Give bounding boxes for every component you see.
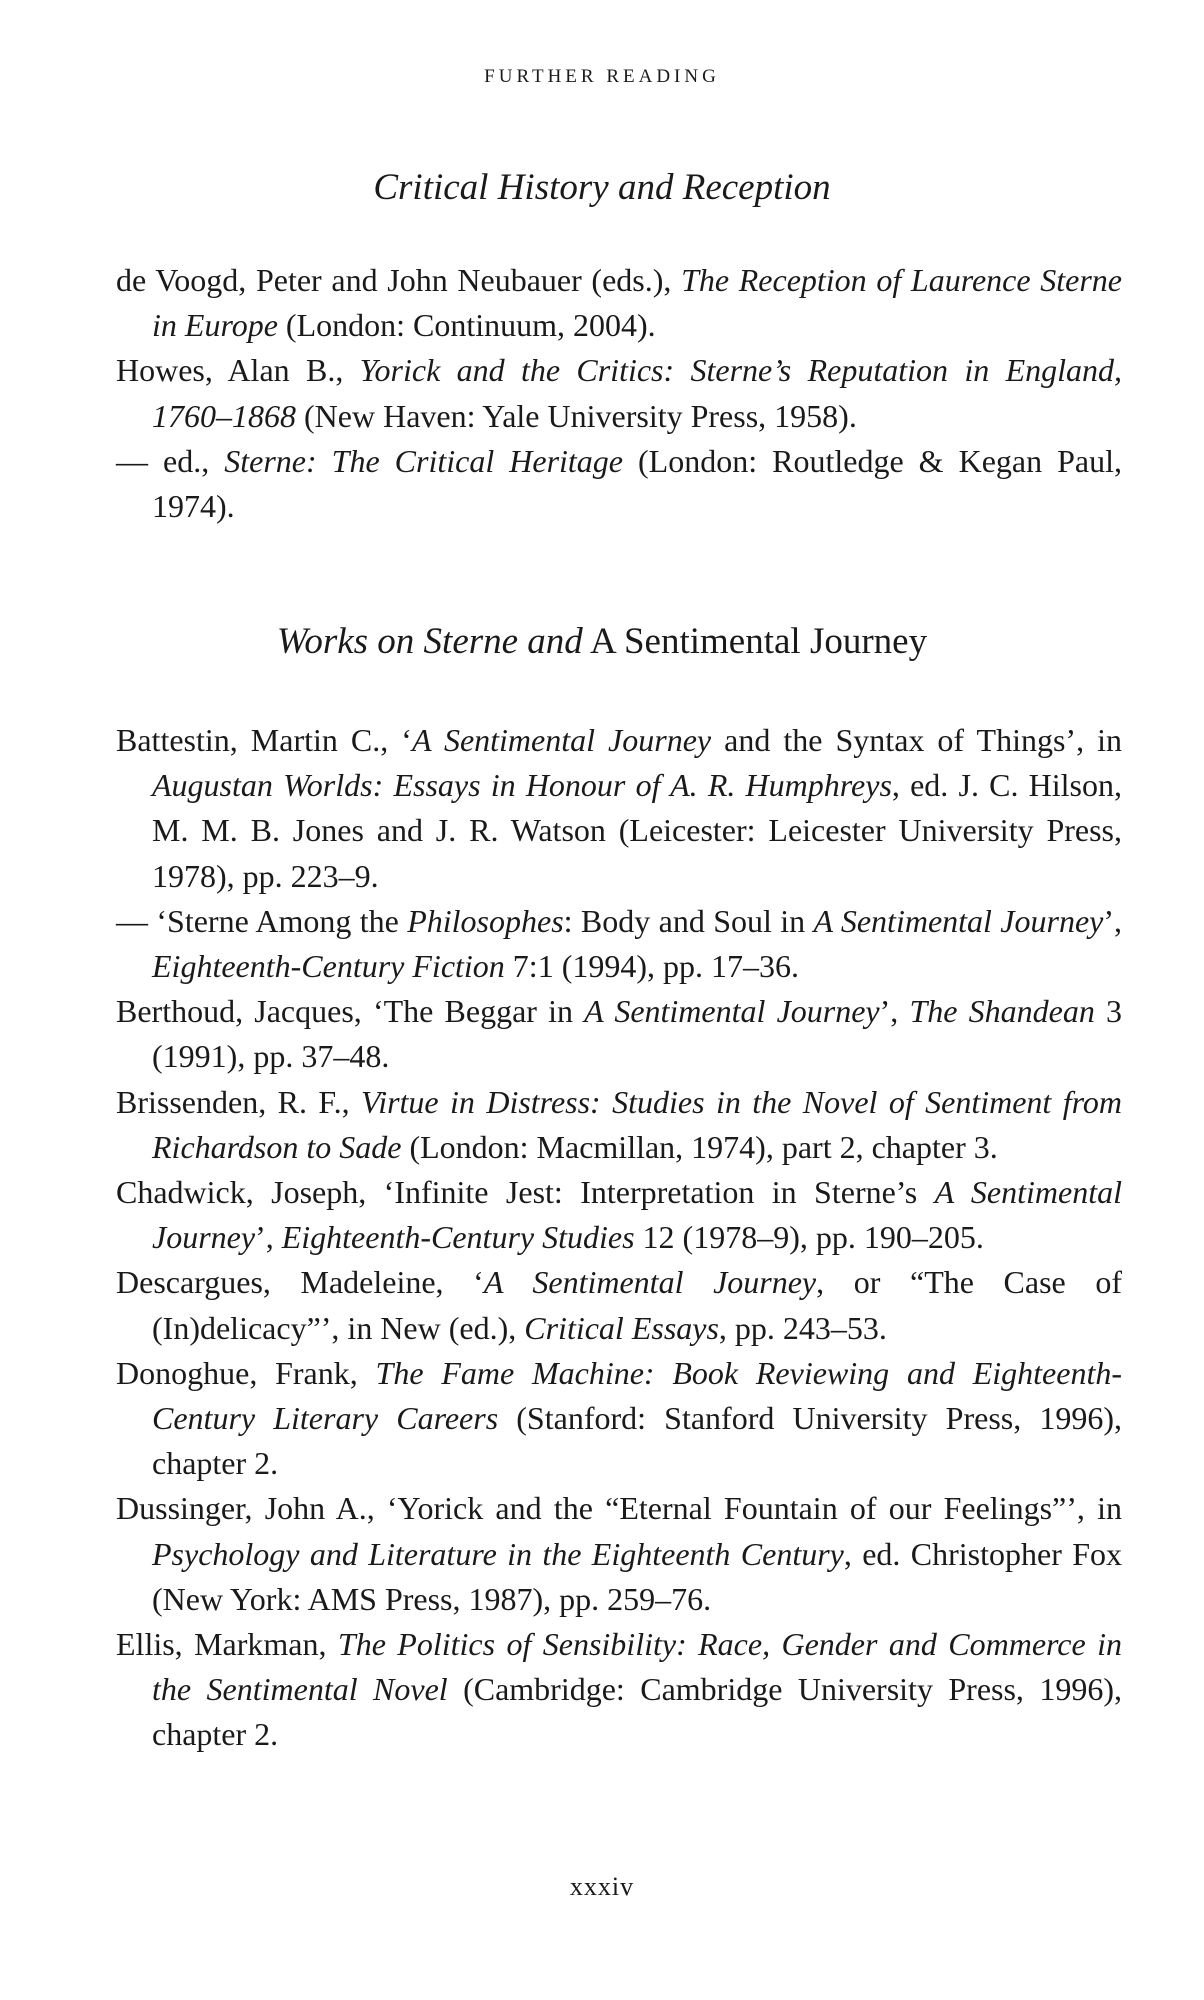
bibliography-list-critical-history (116, 258, 1122, 529)
entry-text: (Cambridge: Cambridge University Press, 1996), chapter 2. (152, 1671, 1122, 1753)
bibliography-entry (116, 1351, 1122, 1487)
bibliography-entry (116, 258, 1122, 348)
running-head: FURTHER READING (484, 66, 720, 87)
entry-text: : Body and Soul in (563, 902, 814, 939)
entry-text: 3 (1991), pp. 37–48. (152, 993, 1122, 1075)
entry-text: , or “The Case of (In)delicacy”’, in New (ed.), (152, 1264, 1122, 1346)
section-heading-works-on-sterne (0, 620, 1204, 663)
entry-title-text: A Sentimental Journey (813, 902, 1104, 939)
entry-title-text: A Sentimental Journey (152, 1174, 1123, 1256)
entry-text: 12 (1978–9), pp. 190–205. (634, 1219, 984, 1256)
entry-text: ’, (1103, 902, 1123, 939)
entry-title-text: The Politics of Sensibility: Race, Gender and Commerce in the Sentimental Novel (152, 1626, 1123, 1708)
entry-text: Descargues, Madeleine, ‘ (116, 1264, 484, 1301)
entry-title-text: Sterne: The Critical Heritage (224, 442, 623, 479)
entry-title-text: Eighteenth-Century Fiction (152, 948, 505, 985)
entry-title-text: The Reception of Laurence Sterne in Europe (152, 262, 1122, 344)
bibliography-entry (116, 899, 1122, 989)
section-heading-italic-part: Works on Sterne and (276, 621, 583, 662)
entry-text: Ellis, Markman, (116, 1626, 338, 1663)
entry-text: ’, (255, 1219, 282, 1256)
entry-text: (New Haven: Yale University Press, 1958). (296, 397, 857, 434)
entry-text: Donoghue, Frank, (116, 1354, 376, 1391)
entry-title-text: Eighteenth-Century Studies (281, 1219, 635, 1256)
entry-text: (London: Routledge & Kegan Paul, 1974). (152, 442, 1122, 525)
bibliography-entry (116, 989, 1122, 1079)
entry-title-text: A Sentimental Journey (483, 1264, 817, 1301)
entry-title-text: Philosophes (407, 902, 564, 939)
bibliography-entry (116, 439, 1122, 529)
section-heading-critical-history: Critical History and Reception (373, 167, 831, 208)
bibliography-entry (116, 718, 1122, 899)
entry-text: , ed. J. C. Hilson, M. M. B. Jones and J. R. Watson (Leicester: Leicester University Press, 1978), pp. 223–9. (152, 767, 1123, 894)
entry-text: , ed. Christopher Fox (New York: AMS Press, 1987), pp. 259–76. (152, 1535, 1123, 1617)
section-heading-roman-part: A Sentimental Journey (582, 621, 928, 662)
entry-text: Battestin, Martin C., ‘ (116, 722, 412, 758)
entry-text: ’, (879, 993, 910, 1030)
bibliography-entry (116, 1622, 1122, 1758)
entry-title-text: Augustan Worlds: Essays in Honour of A. R. Humphreys (152, 767, 892, 804)
entry-text: (London: Continuum, 2004). (277, 307, 656, 344)
entry-title-text: Critical Essays (524, 1309, 719, 1346)
entry-text: , pp. 243–53. (718, 1309, 887, 1346)
bibliography-entry (116, 348, 1122, 438)
bibliography-entry (116, 1080, 1122, 1170)
bibliography-list-works-on-sterne (116, 718, 1122, 1758)
entry-text: 7:1 (1994), pp. 17–36. (504, 948, 799, 985)
entry-text: Howes, Alan B., (116, 352, 360, 389)
bibliography-entry (116, 1486, 1122, 1622)
entry-title-text: Yorick and the Critics: Sterne’s Reputation in England, 1760–1868 (152, 352, 1123, 434)
entry-text: and the Syntax of Things’, in (711, 722, 1123, 758)
bibliography-entry (116, 1170, 1122, 1260)
entry-title-text: The Fame Machine: Book Reviewing and Eighteenth-Century Literary Careers (152, 1354, 1122, 1437)
page-number: xxxiv (569, 1872, 635, 1901)
entry-text: Brissenden, R. F., (116, 1083, 362, 1120)
entry-title-text: A Sentimental Journey (584, 993, 880, 1030)
entry-text: Chadwick, Joseph, ‘Infinite Jest: Interpretation in Sterne’s (116, 1174, 935, 1211)
bibliography-entry (116, 1260, 1122, 1350)
entry-title-text: Psychology and Literature in the Eighteenth Century (152, 1535, 844, 1572)
entry-text: (Stanford: Stanford University Press, 1996), chapter 2. (152, 1400, 1123, 1482)
entry-text: — ‘Sterne Among the (116, 902, 408, 939)
entry-title-text: The Shandean (909, 993, 1095, 1030)
entry-title-text: Virtue in Distress: Studies in the Novel of Sentiment from Richardson to Sade (152, 1083, 1122, 1165)
entry-text: de Voogd, Peter and John Neubauer (eds.), (116, 262, 682, 298)
entry-title-text: A Sentimental Journey (411, 722, 712, 758)
entry-text: — ed., (116, 442, 225, 479)
entry-text: Berthoud, Jacques, ‘The Beggar in (116, 993, 585, 1030)
entry-text: Dussinger, John A., ‘Yorick and the “Eternal Fountain of our Feelings”’, in (116, 1490, 1122, 1527)
entry-text: (London: Macmillan, 1974), part 2, chapter 3. (401, 1128, 998, 1165)
